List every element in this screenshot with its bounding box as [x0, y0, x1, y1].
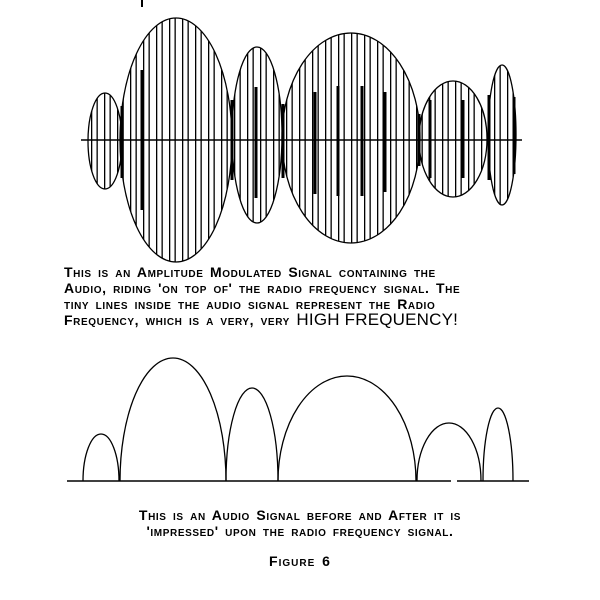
high-frequency-emphasis: HIGH FREQUENCY! — [296, 310, 459, 329]
am-caption — [64, 264, 460, 328]
am-envelope-ellipse — [488, 65, 516, 205]
am-caption-line-4-prefix: Frequency, which is a very, very — [64, 312, 297, 328]
am-signal-diagram — [81, 0, 522, 262]
audio-signal-diagram — [67, 358, 529, 481]
audio-hump-arc — [120, 358, 226, 481]
audio-caption-line-2: 'impressed' upon the radio frequency signal. — [146, 523, 454, 539]
am-caption-line-4 — [64, 312, 460, 328]
audio-caption-line-1: This is an Audio Signal before and After it is — [138, 507, 462, 523]
audio-caption — [0, 507, 600, 539]
audio-hump-arc — [483, 408, 513, 481]
audio-hump-arc — [278, 376, 416, 481]
am-caption-line-1: This is an Amplitude Modulated Signal containing the — [64, 264, 436, 280]
audio-hump-arc — [417, 423, 481, 481]
audio-hump-arc — [83, 434, 119, 481]
am-envelope-ellipse — [88, 93, 122, 189]
audio-hump-arc — [226, 388, 278, 481]
figure-label: Figure 6 — [269, 553, 331, 569]
am-caption-line-3: tiny lines inside the audio signal represent the Radio — [64, 296, 436, 312]
am-caption-line-2: Audio, riding 'on top of' the radio frequency signal. The — [64, 280, 461, 296]
am-envelope-ellipse — [282, 33, 420, 243]
